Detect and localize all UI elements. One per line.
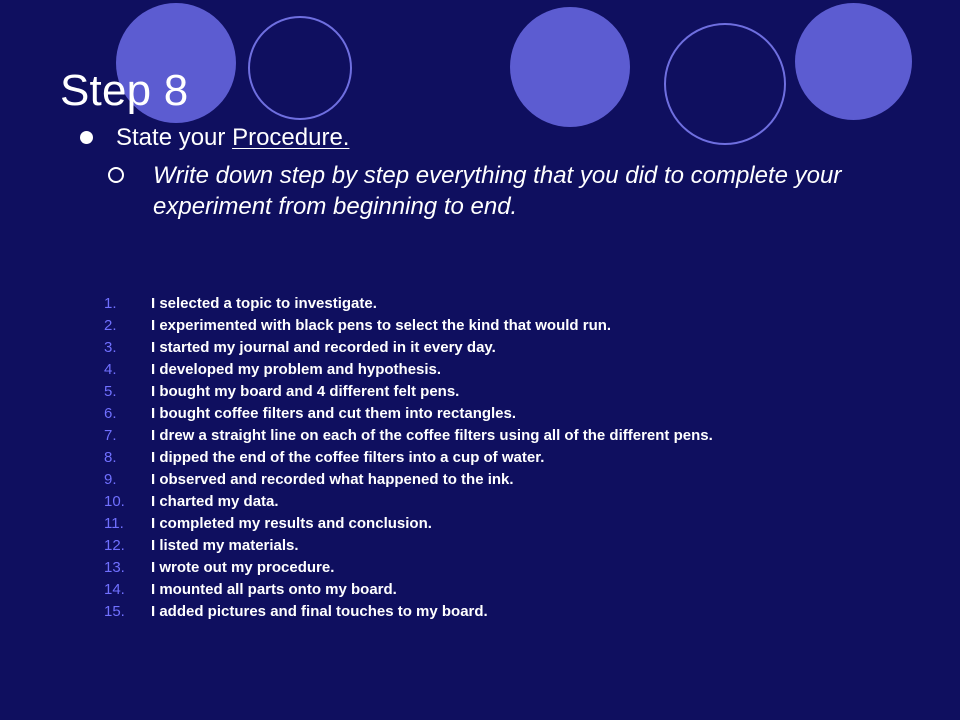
procedure-step bbox=[104, 425, 884, 447]
step-number: 15. bbox=[104, 603, 125, 620]
main-bullet-prefix: State your bbox=[116, 124, 233, 151]
procedure-step bbox=[104, 315, 884, 337]
slide-title: Step 8 bbox=[60, 66, 189, 115]
step-text: I mounted all parts onto my board. bbox=[151, 581, 397, 598]
step-number: 8. bbox=[104, 449, 117, 466]
step-number: 13. bbox=[104, 559, 125, 576]
step-text: I completed my results and conclusion. bbox=[151, 515, 432, 532]
main-bullet bbox=[80, 121, 900, 155]
sub-bullet bbox=[108, 160, 868, 230]
sub-bullet-text: Write down step by step everything that you did to complete your experiment from beginning to end. bbox=[153, 162, 842, 220]
step-number: 6. bbox=[104, 405, 117, 422]
step-number: 3. bbox=[104, 339, 117, 356]
filled-circle-decoration bbox=[510, 7, 630, 127]
solid-bullet-icon bbox=[80, 131, 93, 144]
procedure-step bbox=[104, 359, 884, 381]
procedure-steps-list bbox=[104, 293, 884, 623]
procedure-step bbox=[104, 557, 884, 579]
step-number: 10. bbox=[104, 493, 125, 510]
step-text: I started my journal and recorded in it every day. bbox=[151, 339, 496, 356]
hollow-circle-bullet-icon bbox=[108, 167, 124, 183]
step-number: 14. bbox=[104, 581, 125, 598]
step-number: 5. bbox=[104, 383, 117, 400]
step-number: 4. bbox=[104, 361, 117, 378]
procedure-link[interactable]: Procedure. bbox=[232, 124, 350, 151]
step-text: I bought my board and 4 different felt pens. bbox=[151, 383, 460, 400]
step-number: 7. bbox=[104, 427, 117, 444]
procedure-step bbox=[104, 513, 884, 535]
ring-circle-decoration bbox=[248, 16, 352, 120]
procedure-step bbox=[104, 381, 884, 403]
step-number: 2. bbox=[104, 317, 117, 334]
procedure-step bbox=[104, 403, 884, 425]
step-number: 12. bbox=[104, 537, 125, 554]
step-text: I observed and recorded what happened to the ink. bbox=[151, 471, 514, 488]
step-text: I dipped the end of the coffee filters into a cup of water. bbox=[151, 449, 545, 466]
procedure-step bbox=[104, 491, 884, 513]
procedure-step bbox=[104, 447, 884, 469]
step-text: I wrote out my procedure. bbox=[151, 559, 335, 576]
step-text: I selected a topic to investigate. bbox=[151, 295, 377, 312]
procedure-step bbox=[104, 535, 884, 557]
step-number: 11. bbox=[104, 515, 124, 532]
procedure-step bbox=[104, 469, 884, 491]
procedure-step bbox=[104, 579, 884, 601]
step-text: I listed my materials. bbox=[151, 537, 299, 554]
main-bullet-text bbox=[116, 121, 349, 155]
procedure-step bbox=[104, 601, 884, 623]
step-number: 9. bbox=[104, 471, 117, 488]
filled-circle-decoration bbox=[795, 3, 912, 120]
procedure-step bbox=[104, 337, 884, 359]
step-text: I experimented with black pens to select the kind that would run. bbox=[151, 317, 612, 334]
step-text: I charted my data. bbox=[151, 493, 279, 510]
step-text: I drew a straight line on each of the coffee filters using all of the different pens. bbox=[151, 427, 713, 444]
step-text: I developed my problem and hypothesis. bbox=[151, 361, 442, 378]
step-text: I added pictures and final touches to my board. bbox=[151, 603, 488, 620]
step-number: 1. bbox=[104, 295, 117, 312]
procedure-step bbox=[104, 293, 884, 315]
step-text: I bought coffee filters and cut them into rectangles. bbox=[151, 405, 517, 422]
